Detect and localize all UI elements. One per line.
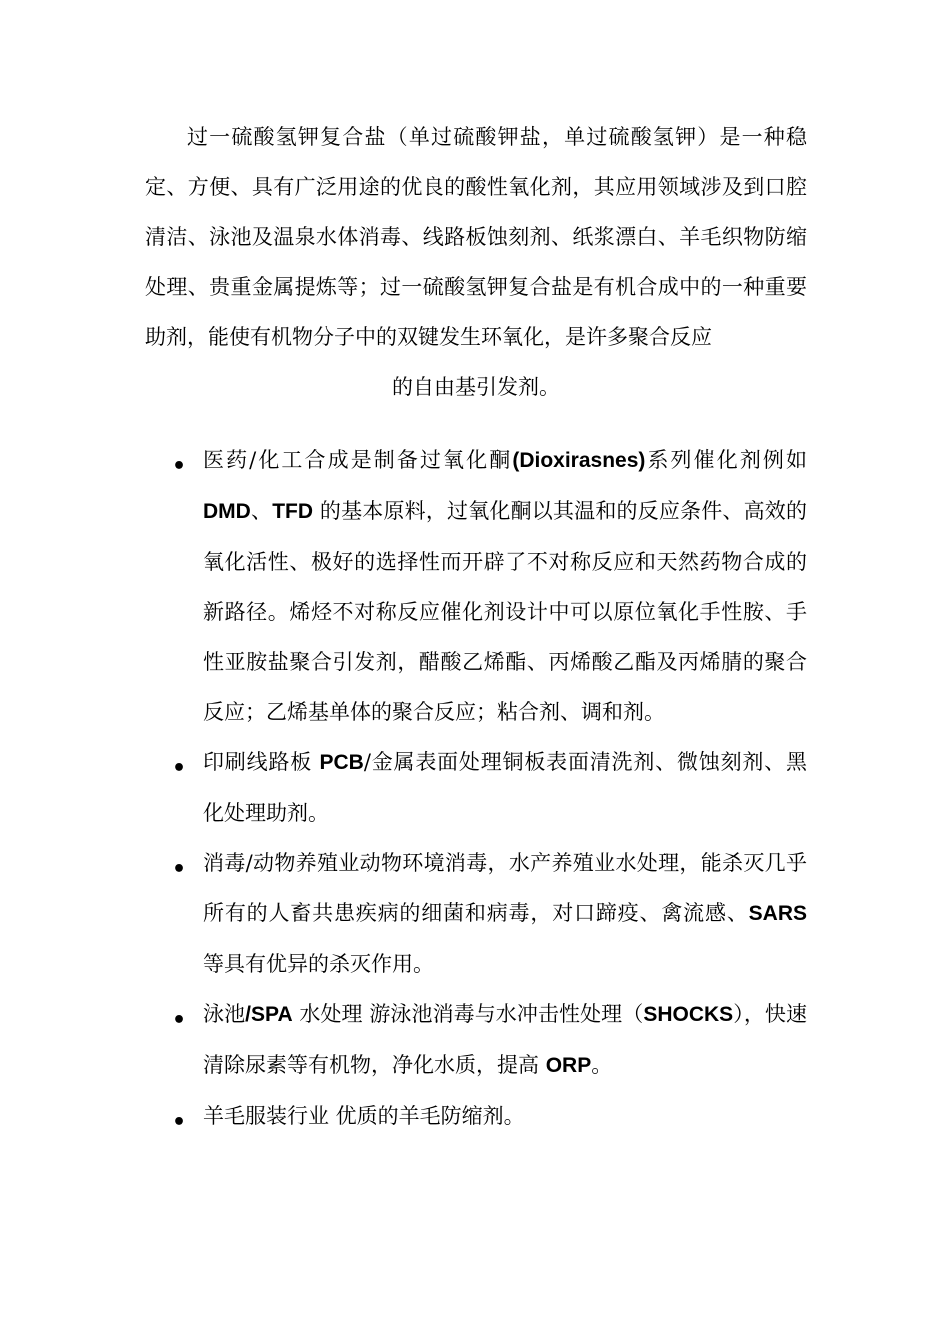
bullet-text-part: 消毒/动物养殖业动物环境消毒，水产养殖业水处理，能杀灭几乎所有的人畜共患疾病的细菌和病毒，对口蹄疫、禽流感、 [203, 851, 807, 925]
bullet-text-part: SHOCKS [643, 1003, 734, 1026]
bullet-text-part: 医药/化工合成是制备过氧化酮 [203, 448, 513, 472]
intro-last-line: 的自由基引发剂。 [392, 375, 560, 399]
bullet-dot-icon: • [172, 1008, 187, 1033]
bullet-text-part: 系列催化剂例如 [645, 448, 807, 472]
bullet-text-part: /SPA [245, 1003, 293, 1026]
bullet-text-part: 印刷线路板 [203, 750, 320, 774]
bullet-text-part: 、 [250, 499, 273, 523]
bullet-dot-icon: • [172, 1110, 187, 1135]
bullet-dot-icon: • [172, 454, 187, 479]
bullet-item-pcb [165, 737, 807, 838]
bullet-text-part: SARS [748, 902, 807, 925]
bullet-dot-icon: • [172, 756, 187, 781]
bullet-text-part: ORP [545, 1054, 592, 1077]
bullet-dot-icon: • [172, 857, 187, 882]
bullet-text-part: DMD [203, 500, 251, 523]
intro-paragraph [145, 112, 807, 412]
bullet-text-part: 泳池 [203, 1002, 246, 1026]
bullet-text-part: /金属表面处理铜板表面清洗剂、微蚀刻剂、黑化处理助剂。 [203, 750, 807, 825]
bullet-text-part: PCB [319, 751, 364, 774]
bullet-item-pharma [165, 435, 807, 737]
bullet-text-part: 羊毛服装行业 优质的羊毛防缩剂。 [203, 1104, 525, 1128]
bullet-text-part: 。 [591, 1053, 613, 1077]
bullet-text-part: TFD [272, 500, 314, 523]
bullet-text-part: 等具有优异的杀灭作用。 [203, 952, 434, 976]
bullet-text-part: (Dioxirasnes) [512, 449, 646, 472]
bullet-text-part: ），快速清除尿素等有机物，净化水质，提高 [203, 1002, 808, 1077]
bullet-item-pool [165, 989, 807, 1091]
bullet-text-part: 的基本原料，过氧化酮以其温和的反应条件、高效的氧化活性、极好的选择性而开辟了不对称反应和天然药物合成的新路径。烯烃不对称反应催化剂设计中可以原位氧化手性胺、手性亚胺盐聚合引发剂，醋酸乙烯酯、丙烯酸乙酯及丙烯腈的聚合反应；乙烯基单体的聚合反应；粘合剂、调和剂。 [203, 499, 807, 724]
intro-text: 过一硫酸氢钾复合盐（单过硫酸钾盐，单过硫酸氢钾）是一种稳定、方便、具有广泛用途的优良的酸性氧化剂，其应用领域涉及到口腔清洁、泳池及温泉水体消毒、线路板蚀刻剂、纸浆漂白、羊毛织物防缩处理、贵重金属提炼等；过一硫酸氢钾复合盐是有机合成中的一种重要助剂，能使有机物分子中的双键发生环氧化，是许多聚合反应 [145, 125, 807, 349]
application-bullet-list [165, 435, 807, 1141]
bullet-item-wool [165, 1091, 807, 1141]
bullet-text-part: 水处理 游泳池消毒与水冲击性处理（ [292, 1002, 644, 1026]
bullet-item-disinfection [165, 838, 807, 989]
